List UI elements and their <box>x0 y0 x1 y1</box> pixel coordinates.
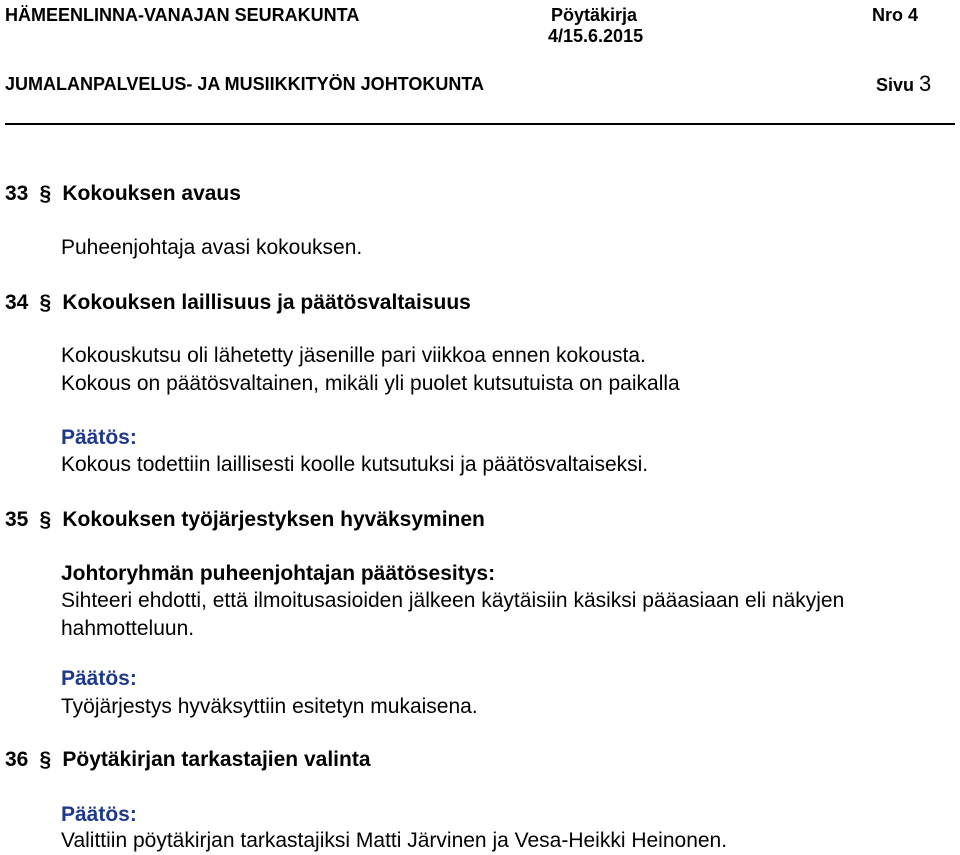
section-34-body-line: Kokous on päätösvaltainen, mikäli yli puolet kutsutuista on paikalla <box>61 372 680 395</box>
section-title: Pöytäkirjan tarkastajien valinta <box>62 748 371 771</box>
decision-label: Päätös: <box>61 667 137 690</box>
section-number: 33 <box>5 182 29 205</box>
section-title: Kokouksen laillisuus ja päätösvaltaisuus <box>62 291 471 314</box>
decision-label: Päätös: <box>61 803 137 826</box>
section-35-proposal-line: hahmotteluun. <box>61 617 195 640</box>
section-heading-36 <box>5 747 371 773</box>
section-heading-33 <box>5 181 241 207</box>
section-33-body-line: Puheenjohtaja avasi kokouksen. <box>61 236 363 259</box>
section-heading-35 <box>5 507 485 533</box>
document-date: 4/15.6.2015 <box>548 26 644 46</box>
proposal-label: Johtoryhmän puheenjohtajan päätösesitys: <box>61 562 496 585</box>
section-number: 34 <box>5 291 29 314</box>
section-symbol: § <box>39 508 52 531</box>
page-number: 3 <box>919 71 932 96</box>
organization-name: HÄMEENLINNA-VANAJAN SEURAKUNTA <box>5 5 360 25</box>
section-34-body-line: Kokouskutsu oli lähetetty jäsenille pari viikkoa ennen kokousta. <box>61 344 646 367</box>
section-34-decision: Kokous todettiin laillisesti koolle kutsutuksi ja päätösvaltaiseksi. <box>61 453 649 476</box>
committee-name: JUMALANPALVELUS- JA MUSIIKKITYÖN JOHTOKUNTA <box>5 74 485 94</box>
document-type: Pöytäkirja <box>551 5 638 25</box>
header-divider <box>5 123 955 125</box>
section-number: 35 <box>5 508 29 531</box>
section-35-decision: Työjärjestys hyväksyttiin esitetyn mukaisena. <box>61 695 478 718</box>
page-indicator <box>876 73 931 96</box>
decision-label: Päätös: <box>61 426 137 449</box>
section-number: 36 <box>5 748 29 771</box>
section-heading-34 <box>5 290 471 316</box>
section-symbol: § <box>39 748 52 771</box>
section-title: Kokouksen avaus <box>62 182 241 205</box>
section-36-decision: Valittiin pöytäkirjan tarkastajiksi Matti Järvinen ja Vesa-Heikki Heinonen. <box>61 829 728 852</box>
section-35-proposal-line: Sihteeri ehdotti, että ilmoitusasioiden jälkeen käytäisiin käsiksi pääasiaan eli näkyjen <box>61 589 845 612</box>
section-title: Kokouksen työjärjestyksen hyväksyminen <box>62 508 485 531</box>
document-number: Nro 4 <box>872 5 919 25</box>
section-symbol: § <box>39 182 52 205</box>
section-symbol: § <box>39 291 52 314</box>
page-label: Sivu <box>876 75 915 95</box>
